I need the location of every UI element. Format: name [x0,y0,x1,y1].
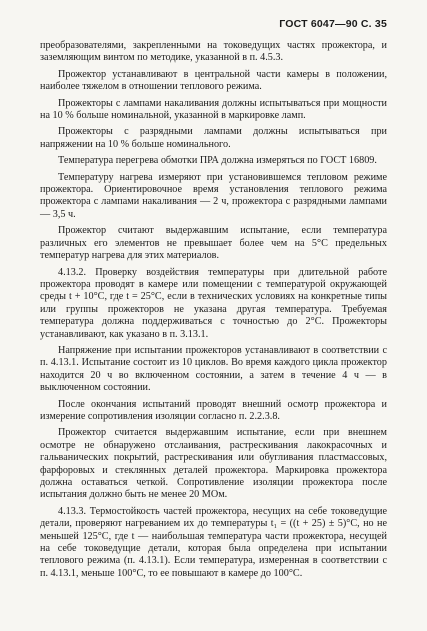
paragraph: Температура перегрева обмотки ПРА должна измеряться по ГОСТ 16809. [58,155,377,167]
page-header: ГОСТ 6047—90 С. 35 [279,18,387,30]
paragraph: Температуру нагрева измеряют при установившемся тепловом режиме прожектора. Ориентировочное время установления теплового режима прожектора с лампами накаливания — 2 ч, прожектора с разрядными лампами — 3,5 ч. [40,171,387,220]
paragraph: Напряжение при испытании прожекторов устанавливают в соответствии с п. 4.13.1. Испытание состоит из 10 циклов. Во время каждого цикла прожектор находится 20 ч во включенном состоянии, а затем в течение 4 ч — в выключенном состоянии. [40,344,387,394]
paragraph: Прожекторы с разрядными лампами должны испытываться при напряжении на 10 % больше номинального. [40,126,387,150]
paragraph: Прожектор устанавливают в центральной части камеры в положении, наиболее тяжелом в отношении теплового режима. [40,68,387,93]
paragraph: Прожектор считают выдержавшим испытание, если температура различных его элементов не превышает более чем на 5°С предельных температур нагрева для этих материалов. [40,225,387,262]
paragraph-section-4-13-2: 4.13.2. Проверку воздействия температуры при длительной работе прожектора проводят в камере или помещении с температурой окружающей среды t + 10°С, где t = 25°С, если в технических условиях на конкретные типы или группы прожекторов не указана другая температура. Требуемая температура должна поддерживаться с точностью до 2°С. Прожекторы устанавливают, как указано в п. 3.13.1. [40,266,387,340]
paragraph-continuation: преобразователями, закрепленными на токоведущих частях прожектора, и заземляющим винтом по методике, указанной в п. 4.5.3. [40,40,387,64]
paragraph: После окончания испытаний проводят внешний осмотр прожектора и измерение сопротивления изоляции согласно п. 2.2.3.8. [40,398,387,422]
paragraph-section-4-13-3: 4.13.3. Термостойкость частей прожектора, несущих на себе токоведущие детали, проверяют нагреванием их до температуры t₁ = ((t + 25) ± 5)°С, но не меньшей 125°С, где t — наибольшая температура части прожектора, несущей на себе токоведущие детали, которая была определена при испытании теплового режима (п. 4.13.1). Если температура, измеренная в соответствии с п. 4.13.1, меньше 100°С, то ее повышают в камере до 100°С. [40,505,387,579]
paragraph: Прожекторы с лампами накаливания должны испытываться при мощности на 10 % больше номинальной, указанной в маркировке ламп. [40,97,387,122]
paragraph: Прожектор считается выдержавшим испытание, если при внешнем осмотре не обнаружено отслаивания, растрескивания лакокрасочных и гальванических покрытий, растрескивания или обугливания пластмассовых, фарфоровых и стеклянных деталей прожектора. Маркировка прожектора должна оставаться четкой. Сопротивление изоляции прожектора после испытания должно быть не менее 20 МОм. [40,427,387,501]
